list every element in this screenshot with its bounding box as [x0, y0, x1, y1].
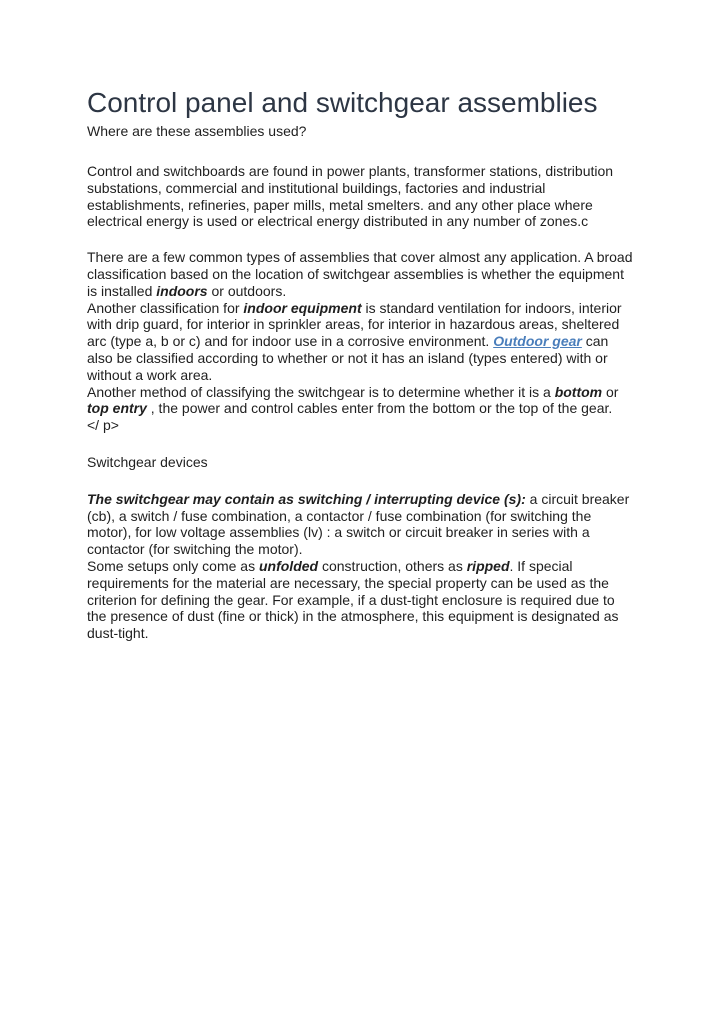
text-span: Another classification for	[87, 299, 244, 316]
subtitle: Where are these assemblies used?	[87, 123, 307, 139]
emphasis-ripped: ripped	[466, 557, 510, 574]
stray-closing-tag-text: </ p>	[87, 417, 119, 434]
page-title: Control panel and switchgear assemblies	[87, 87, 598, 118]
paragraph-devices	[87, 491, 635, 642]
emphasis-indoors: indoors	[156, 282, 208, 299]
outdoor-gear-link[interactable]: Outdoor gear	[493, 333, 582, 350]
text-span: Another method of classifying the switchgear is to determine whether it is a	[87, 383, 555, 400]
text-span: a circuit breaker (cb), a switch / fuse combination, a contactor / fuse combination (for switching the motor), for low voltage assemblies (lv) : a switch or circuit breaker in series with a contactor (for switching the motor).	[87, 490, 630, 558]
text-span: construction, others as	[318, 557, 467, 574]
emphasis-unfolded: unfolded	[258, 557, 319, 574]
emphasis-switching-devices: The switchgear may contain as switching / interrupting device (s):	[87, 490, 526, 507]
emphasis-top-entry: top entry	[87, 400, 147, 417]
text-span: can also be classified according to whether or not it has an island (types entered) with or without a work area.	[87, 333, 609, 383]
text-span: is standard ventilation for indoors, interior with drip guard, for interior in sprinkler areas, for interior in hazardous areas, sheltered arc (type a, b or c) and for indoor use in a corrosive environment.	[87, 299, 622, 350]
emphasis-bottom: bottom	[554, 383, 603, 400]
text-span: There are a few common types of assemblies that cover almost any application. A broad classification based on the location of switchgear assemblies is whether the equipment is installed	[87, 249, 633, 299]
text-span: or outdoors.	[207, 282, 287, 299]
document-body	[87, 84, 635, 642]
text-span: . If special requirements for the material are necessary, the special property can be used as the criterion for defining the gear. For example, if a dust-tight enclosure is required due to the presence of dust (fine or thick) in the atmosphere, this equipment is designated as dust-tight.	[87, 557, 619, 642]
text-span: Some setups only come as	[87, 557, 259, 574]
text-span: or	[602, 383, 619, 400]
paragraph-usage: Control and switchboards are found in power plants, transformer stations, distribution substations, commercial and institutional buildings, factories and industrial establishments, refineries, paper mills, metal smelters. and any other place where electrical energy is used or electrical energy distributed in any number of zones.c	[87, 163, 614, 230]
text-span: , the power and control cables enter from the bottom or the top of the gear.	[146, 400, 613, 417]
emphasis-indoor-equipment: indoor equipment	[243, 299, 362, 316]
paragraph-classification	[87, 249, 635, 434]
section-heading-switchgear-devices: Switchgear devices	[87, 453, 208, 470]
